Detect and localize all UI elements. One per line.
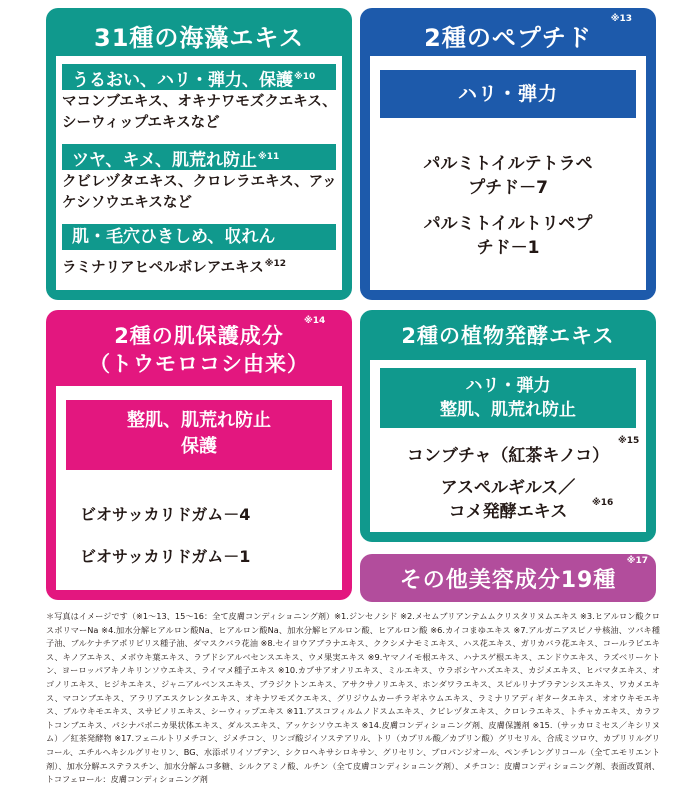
fermented-card-title: 2種の植物発酵エキス	[401, 324, 615, 348]
skin-protection-card-title	[46, 322, 352, 378]
other-ingredients-note: ※17	[626, 556, 648, 566]
fermented-item-2: アスペルギルス／ コメ発酵エキス	[440, 478, 576, 522]
fermented-item-1: コンブチャ（紅茶キノコ）	[406, 446, 610, 466]
fermented-item-2-note: ※16	[592, 498, 614, 508]
peptide-item-1: パルミトイルテトラペプチド－7	[423, 154, 593, 198]
seaweed-group-3-ingredients: ラミナリアヒペルボレアエキス$^{※12}$	[62, 259, 286, 276]
peptide-card-body	[370, 56, 646, 290]
fermented-item-1-note: ※15	[618, 436, 640, 446]
peptide-card	[360, 8, 656, 300]
footnote-text: ＊写真はイメージです（※1～13、15～16：全て皮膚コンディショニング剤）※1.ジンセノシド ※2.メセムブリアンテムムクリスタリヌムエキス ※3.ヒアルロン酸クロスポリマーNa ※4.加水分解ヒアルロン酸Na、ヒアルロン酸Na、加水分解ヒアルロン酸、ヒアルロン酸 ※6.カイコまゆエキス ※7.アルガニアスピノサ核油、ツバキ種子油、ブルケナチアポリビリス種子油、ダマスクバラ花油 ※8.セイヨウアブラナエキス、ククシメナモミエキス、ハス花エキス、ガリカバラ花エキス、コールラビエキス、キノアエキス、メボウキ葉エキス、ラブドシアルベセンスエキス、ウメ果実エキス ※9.ヤマノイモ根エキス、ハナスゲ根エキス、エンドウエキス、ラズベリーケトン、ヨーロッパアキノキリンソウエキス、ライマメ種子エキス ※10.カプサアオノリエキス、ミルエキス、ウラボシヤハズエキス、カジメエキス、ヒバマタエキス、オゴノリエキス、ヒジキエキス、ジャニアルベンスエキス、ブラジクトンエキス、アサクサノリエキス、ホンダワラエキス、スピルリナプラテンシスエキス、ワカメエキス、マコンブエキス、アラリアエスクレンタエキス、オキナワモズクエキス、グリジウムカーチラギネウムエキス、ラミナリアディギタータエキス、オオウキモエキス、ブルウキモエキス、スサビノリエキス、シーウィップエキス ※11.アスコフィルムノドスムエキス、クビレヅタエキス、クロレラエキス、トチャカエキス、カラフトコンブエキス、パシナパポニカ果状体エキス、ダルスエキス、アッケシソウエキス ※14.皮膚コンディショニング剤、皮膚保護剤 ※15.（サッカロミセス／キシリヌム）／紅茶発酵物 ※17.フェニルトリメチコン、ジメチコン、リンゴ酸ジイソステアリル、トリ（カプリル酸／カプリン酸）グリセリル、合成ミツロウ、カプリリルグリコール、エチルヘキシルグリセリン、BG、水添ポリイソブテン、シクロヘキサシロキサン、グリセリン、プロパンジオール、ペンチレングリコール（全てエモリエント剤）、加水分解エステラスチン、加水分解ムコ多糖、シルクアミノ酸、ルチン（全て皮膚コンディショニング剤）、メチコン：皮膚コンディショニング剤、表面改質剤、トコフェロール：皮膚コンディショニング剤	[46, 611, 660, 785]
seaweed-group-1-ingredients: マコンブエキス、オキナワモズクエキス、シーウィップエキスなど	[62, 94, 337, 131]
seaweed-card-title: 31種の海藻エキス	[94, 24, 304, 52]
skin-protection-note: ※14	[304, 316, 326, 326]
skin-protection-item-2: ビオサッカリドガム－1	[80, 547, 251, 566]
seaweed-card-body	[56, 56, 342, 290]
skin-protection-item-1: ビオサッカリドガム－4	[80, 505, 251, 524]
skin-protection-title-line1: 2種の肌保護成分	[114, 324, 284, 348]
fermented-extract-card	[360, 310, 656, 542]
skin-protection-title-line2: （トウモロコシ由来）	[89, 352, 309, 376]
seaweed-group-2-heading: ツヤ、キメ、肌荒れ防止$^{※11}$	[62, 144, 336, 170]
skin-protection-card	[46, 310, 352, 600]
fermented-effect: ハリ・弾力 整肌、肌荒れ防止	[380, 368, 636, 428]
skin-protection-card-body	[56, 386, 342, 590]
peptide-item-2: パルミトイルトリペプチド－1	[423, 214, 593, 258]
other-ingredients-title: その他美容成分19種	[399, 568, 617, 593]
peptide-effect: ハリ・弾力	[380, 70, 636, 118]
seaweed-group-2-ingredients: クビレヅタエキス、クロレラエキス、アッケシソウエキスなど	[62, 174, 337, 211]
other-ingredients-card	[360, 554, 656, 602]
peptide-card-title: 2種のペプチド	[424, 24, 592, 52]
peptide-note: ※13	[610, 14, 632, 24]
seaweed-group-3-heading: 肌・毛穴ひきしめ、収れん	[62, 224, 336, 250]
fermented-card-body	[370, 360, 646, 532]
seaweed-extract-card	[46, 8, 352, 300]
skin-protection-effect: 整肌、肌荒れ防止 保護	[66, 400, 332, 470]
seaweed-group-1-heading: うるおい、ハリ・弾力、保護$^{※10}$	[62, 64, 336, 90]
